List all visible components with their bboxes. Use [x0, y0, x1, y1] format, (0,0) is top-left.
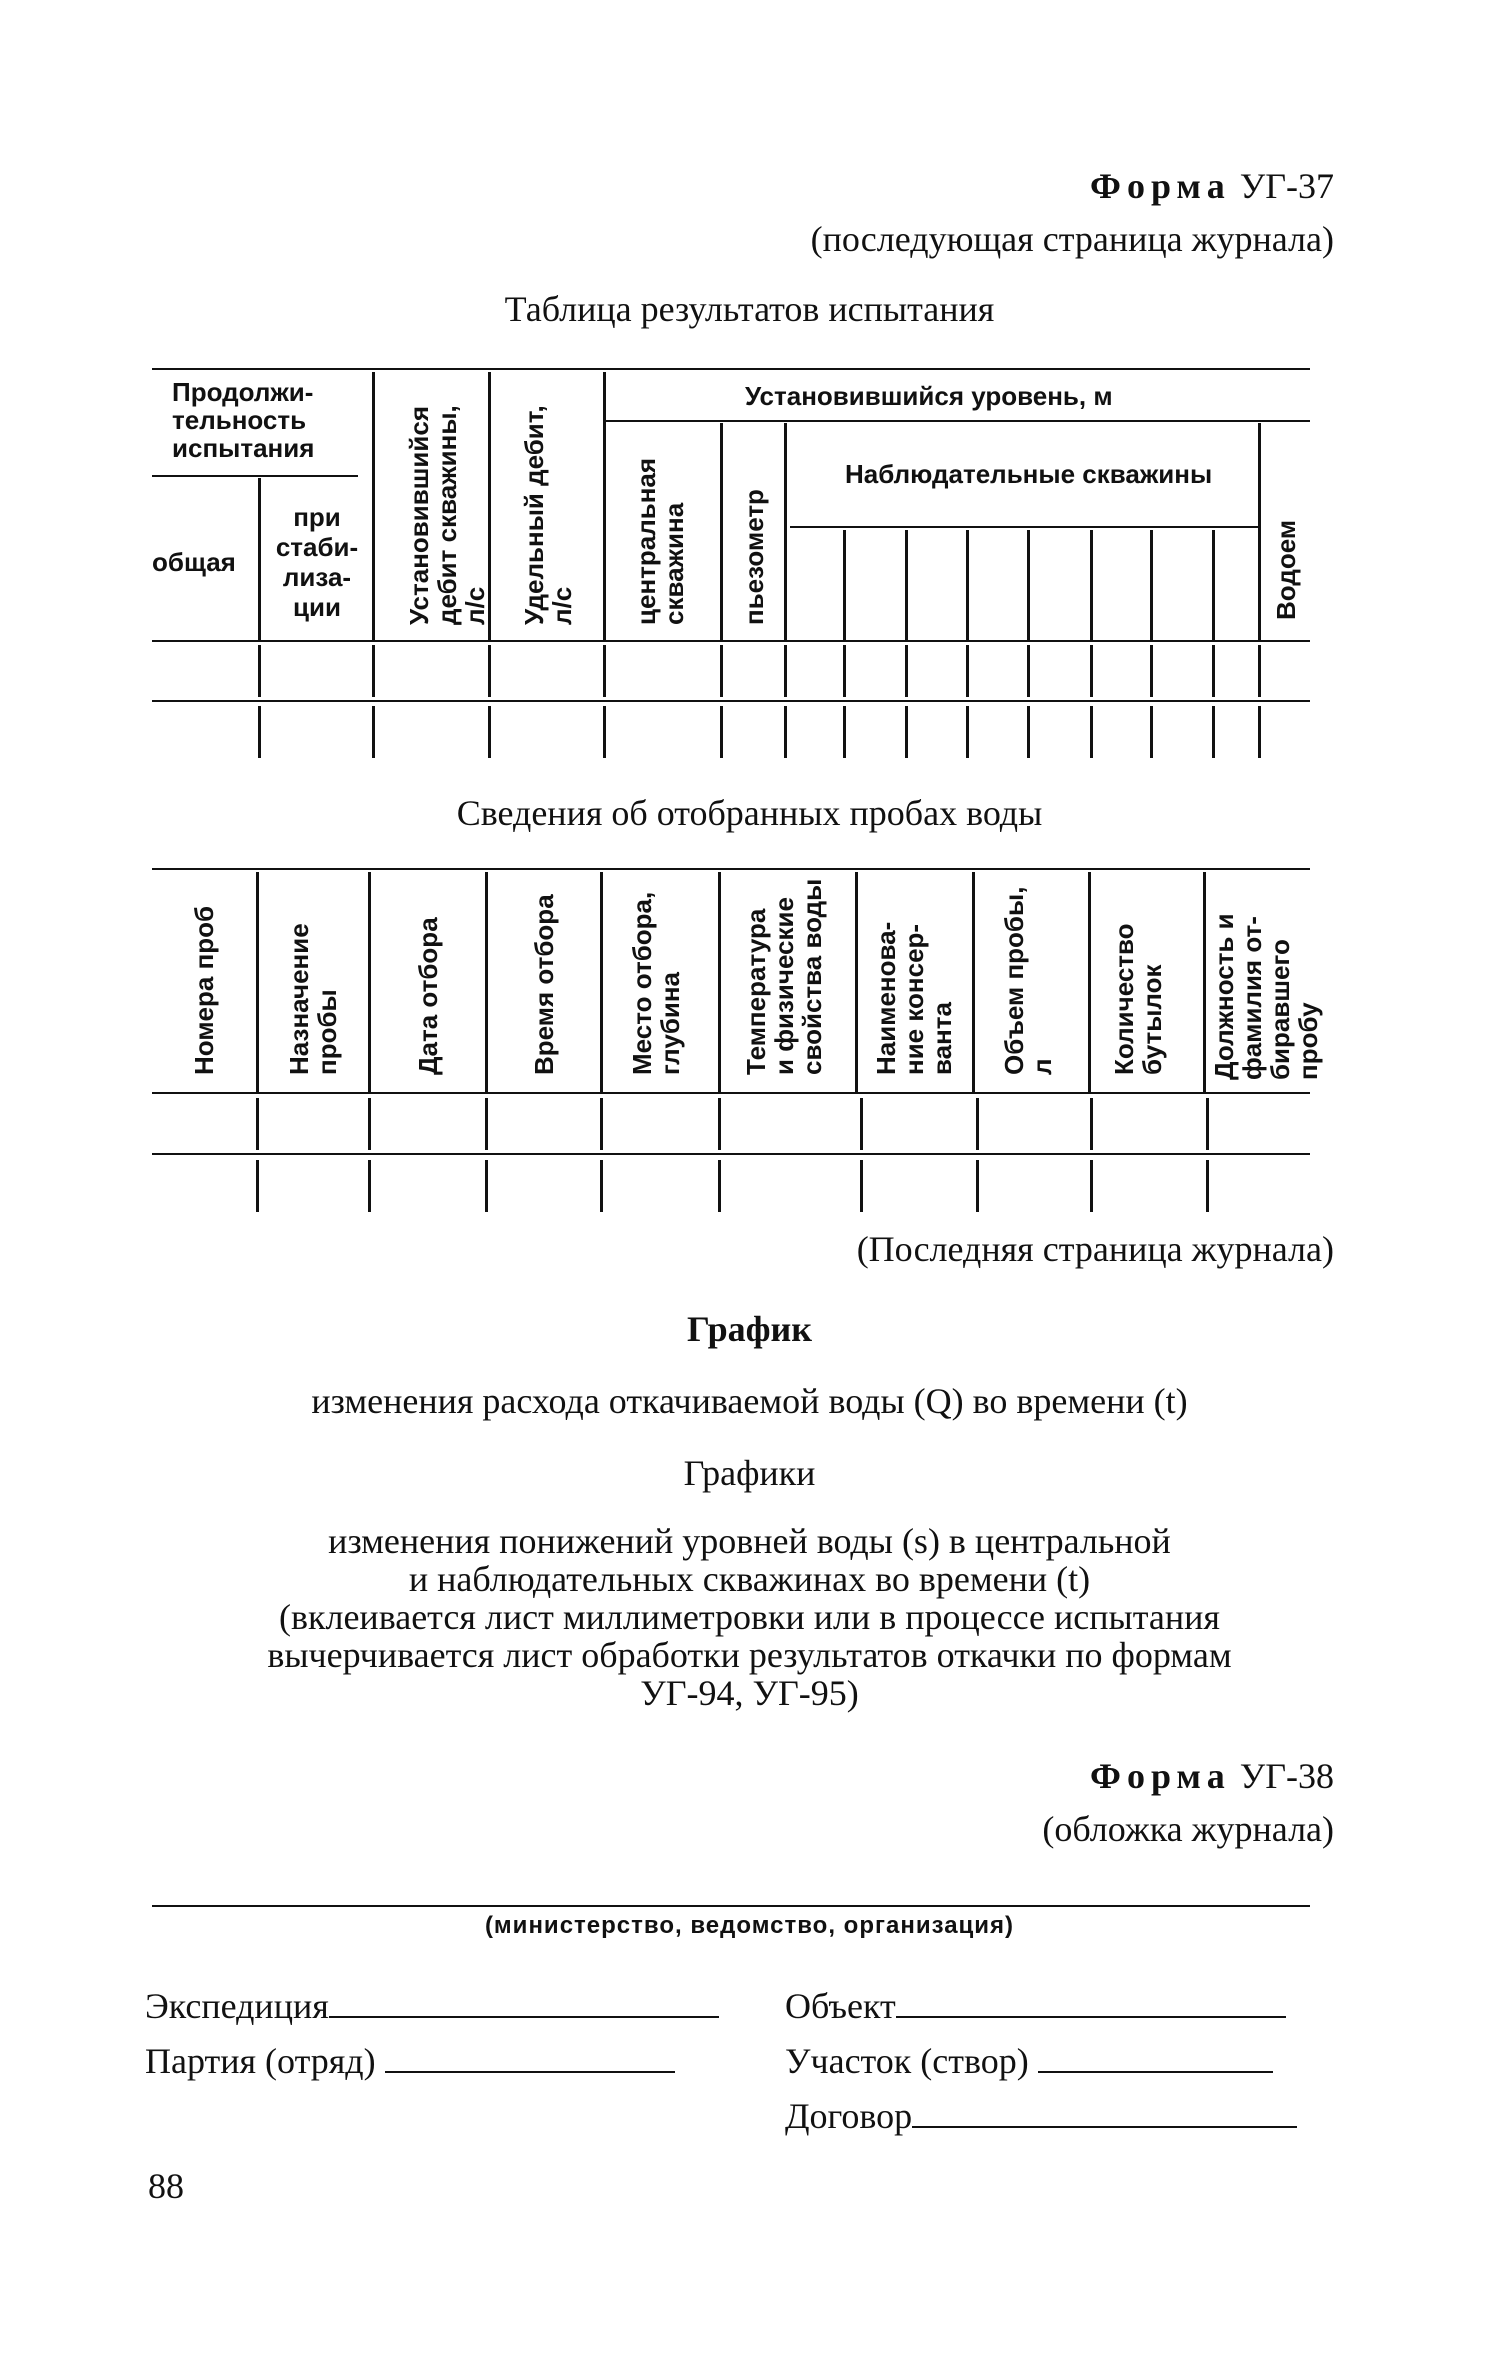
table2-vline	[1090, 1160, 1093, 1212]
header-line: глубина	[655, 971, 685, 1075]
table2-vline	[485, 1098, 488, 1150]
sample-number-header	[190, 906, 218, 1075]
table2-vline	[600, 872, 603, 1092]
table1-vline	[488, 645, 491, 697]
object-line[interactable]	[896, 2016, 1286, 2018]
table2-row-line	[152, 1153, 1310, 1155]
table1-vline	[784, 645, 787, 697]
table1-vline	[258, 478, 261, 640]
sample-volume-header	[1000, 887, 1056, 1075]
piezometer-header: пьезометр	[739, 489, 769, 625]
table2-top-line	[152, 868, 1310, 870]
table2-vline	[600, 1098, 603, 1150]
party-line[interactable]	[385, 2071, 675, 2073]
table2-vline	[860, 1160, 863, 1212]
table2-vline	[1088, 872, 1091, 1092]
header-line: ванта	[927, 1002, 957, 1075]
table1-vline	[1150, 530, 1153, 640]
table1-vline	[372, 706, 375, 758]
graph2-description	[0, 1522, 1499, 1712]
header-line: и физические	[769, 897, 799, 1075]
expedition-line[interactable]	[329, 2016, 719, 2018]
header-line: фамилия от-	[1237, 916, 1267, 1080]
graph2-line: вычерчивается лист обработки результатов откачки по формам	[267, 1635, 1232, 1675]
table1-vline	[603, 372, 606, 640]
table1-vline	[1090, 645, 1093, 697]
table2-vline	[368, 872, 371, 1092]
cover-note: (обложка журнала)	[1042, 1809, 1334, 1849]
form-code: УГ-37	[1239, 166, 1334, 206]
general-header: общая	[152, 547, 236, 577]
level-header: Установившийся уровень, м	[745, 381, 1113, 411]
header-line: Номера проб	[189, 905, 219, 1075]
header-line: Количество	[1109, 923, 1139, 1075]
table1-header-bottom	[152, 640, 1310, 642]
header-line: л	[1027, 1058, 1057, 1075]
table1-vline	[1090, 706, 1093, 758]
debit-line: дебит скважины,	[432, 405, 462, 625]
table2-header-bottom	[152, 1092, 1310, 1094]
header-line: Температура	[741, 908, 771, 1075]
observation-wells-header: Наблюдательные скважины	[845, 459, 1213, 489]
table1-vline	[1027, 706, 1030, 758]
table2-vline	[860, 1098, 863, 1150]
central-well-header	[632, 458, 688, 625]
org-caption: (министерство, ведомство, организация)	[484, 1912, 1015, 1939]
table1-vline	[720, 645, 723, 697]
table1-vline	[966, 706, 969, 758]
table2-vline	[1206, 1160, 1209, 1212]
section-line[interactable]	[1038, 2071, 1273, 2073]
table1-vline	[966, 530, 969, 640]
table1-vline	[720, 423, 723, 640]
expedition-label: Экспедиция	[145, 1986, 329, 2026]
table2-vline	[256, 1098, 259, 1150]
table2-vline	[485, 872, 488, 1092]
contract-line[interactable]	[912, 2126, 1297, 2128]
header-line: Место отбора,	[627, 891, 657, 1075]
table2-vline	[485, 1160, 488, 1212]
graph2-line: и наблюдательных скважинах во времени (t)	[408, 1559, 1091, 1599]
sample-time-header	[530, 894, 558, 1075]
bottle-count-header	[1110, 923, 1166, 1075]
table1-top-line	[152, 368, 1310, 370]
specific-debit-header	[520, 405, 576, 625]
table2-vline	[855, 872, 858, 1092]
header-line: Должность и	[1209, 913, 1239, 1080]
table2-vline	[368, 1098, 371, 1150]
table2-vline	[718, 872, 721, 1092]
last-page-note: (Последняя страница журнала)	[856, 1229, 1334, 1269]
graph2-line: изменения понижений уровней воды (s) в центральной	[328, 1521, 1171, 1561]
central-line: центральная	[631, 457, 661, 625]
table1-vline	[905, 530, 908, 640]
table1-title: Таблица результатов испытания	[504, 289, 995, 329]
section-field[interactable]	[785, 2040, 1273, 2082]
stabilization-header	[262, 502, 372, 622]
specific-line: л/с	[547, 586, 577, 625]
table1-vline	[843, 706, 846, 758]
table1-vline	[1150, 645, 1153, 697]
table1-vline	[1212, 706, 1215, 758]
sample-date-header	[414, 917, 442, 1075]
header-line: Дата отбора	[413, 917, 443, 1075]
form-ug38-label	[1090, 1755, 1334, 1797]
reservoir-header: Водоем	[1271, 519, 1301, 620]
header-line: Объем пробы,	[999, 886, 1029, 1075]
table1-vline	[843, 530, 846, 640]
header-line: Время отбора	[529, 894, 559, 1075]
debit-line: л/с	[460, 586, 490, 625]
duration-line: испытания	[172, 433, 315, 463]
table2-vline	[1203, 872, 1206, 1092]
table2-vline	[976, 1160, 979, 1212]
table1-vline	[905, 645, 908, 697]
table1-vline	[1027, 530, 1030, 640]
sample-temperature-header	[742, 879, 826, 1075]
table1-duration-line	[152, 475, 358, 477]
section-label: Участок (створ)	[785, 2041, 1029, 2081]
sample-place-header	[628, 892, 684, 1075]
table1-vline	[258, 706, 261, 758]
form-word: Форма	[1090, 166, 1231, 206]
table2-vline	[1206, 1098, 1209, 1150]
stab-line: стаби-	[275, 532, 359, 562]
object-field[interactable]	[785, 1985, 1286, 2027]
page-number: 88	[148, 2166, 184, 2206]
table2-vline	[256, 1160, 259, 1212]
duration-line: тельность	[172, 405, 307, 435]
object-label: Объект	[785, 1986, 896, 2026]
debit-line: Установившийся	[404, 406, 434, 625]
table2-vline	[976, 1098, 979, 1150]
table1-vline	[1212, 530, 1215, 640]
preservative-header	[872, 922, 956, 1075]
contract-field[interactable]	[785, 2095, 1297, 2137]
graph1-title: График	[686, 1309, 813, 1349]
header-line: Наименова-	[871, 921, 901, 1075]
sampler-header	[1210, 913, 1322, 1080]
stab-line: ции	[293, 592, 341, 622]
table1-vline	[1150, 706, 1153, 758]
stab-line: лиза-	[282, 562, 352, 592]
table1-vline	[488, 706, 491, 758]
header-line: свойства воды	[797, 878, 827, 1075]
header-line: биравшего	[1265, 939, 1295, 1080]
table1-vline	[1258, 645, 1261, 697]
table1-row-line	[152, 700, 1310, 702]
graph2-line: (вклеивается лист миллиметровки или в процессе испытания	[279, 1597, 1220, 1637]
table1-vline	[258, 645, 261, 697]
form-word: Форма	[1090, 1756, 1231, 1796]
table1-observation-line	[790, 526, 1258, 528]
table2-vline	[368, 1160, 371, 1212]
table2-title: Сведения об отобранных пробах воды	[456, 793, 1043, 833]
table1-vline	[1258, 706, 1261, 758]
table2-vline	[256, 872, 259, 1092]
form-code: УГ-38	[1239, 1756, 1334, 1796]
header-line: пробу	[1293, 1002, 1323, 1080]
table2-vline	[1090, 1098, 1093, 1150]
table1-vline	[1090, 530, 1093, 640]
contract-label: Договор	[785, 2096, 913, 2136]
org-line	[152, 1905, 1310, 1907]
duration-line: Продолжи-	[172, 377, 314, 407]
table1-vline	[784, 706, 787, 758]
table1-vline	[1027, 645, 1030, 697]
header-line: Назначение	[284, 923, 314, 1075]
table2-vline	[718, 1160, 721, 1212]
table2-vline	[718, 1098, 721, 1150]
table1-vline	[603, 706, 606, 758]
table1-vline	[372, 372, 375, 640]
table1-vline	[843, 645, 846, 697]
table2-vline	[972, 872, 975, 1092]
debit-header	[405, 405, 489, 625]
table1-vline	[905, 706, 908, 758]
page-note: (последующая страница журнала)	[810, 219, 1334, 259]
header-line: пробы	[312, 989, 342, 1075]
duration-header	[172, 378, 372, 462]
party-field[interactable]	[145, 2040, 675, 2082]
table2-vline	[600, 1160, 603, 1212]
table1-vline	[966, 645, 969, 697]
table1-vline	[720, 706, 723, 758]
party-label: Партия (отряд)	[145, 2041, 376, 2081]
table1-level-line	[605, 420, 1310, 422]
table1-vline	[1212, 645, 1215, 697]
header-line: бутылок	[1137, 964, 1167, 1075]
graph1-subtitle: изменения расхода откачиваемой воды (Q) во времени (t)	[311, 1381, 1188, 1421]
sample-purpose-header	[285, 923, 341, 1075]
stab-line: при	[293, 502, 341, 532]
graph2-line: УГ-94, УГ-95)	[640, 1673, 859, 1713]
graph2-title: Графики	[683, 1453, 816, 1493]
central-line: скважина	[659, 502, 689, 625]
form-ug37-label	[1090, 165, 1334, 207]
header-line: ние консер-	[899, 923, 929, 1075]
table1-vline	[1258, 423, 1261, 640]
table1-vline	[603, 645, 606, 697]
table1-vline	[372, 645, 375, 697]
table1-vline	[784, 423, 787, 640]
specific-line: Удельный дебит,	[519, 405, 549, 625]
expedition-field[interactable]	[145, 1985, 719, 2027]
